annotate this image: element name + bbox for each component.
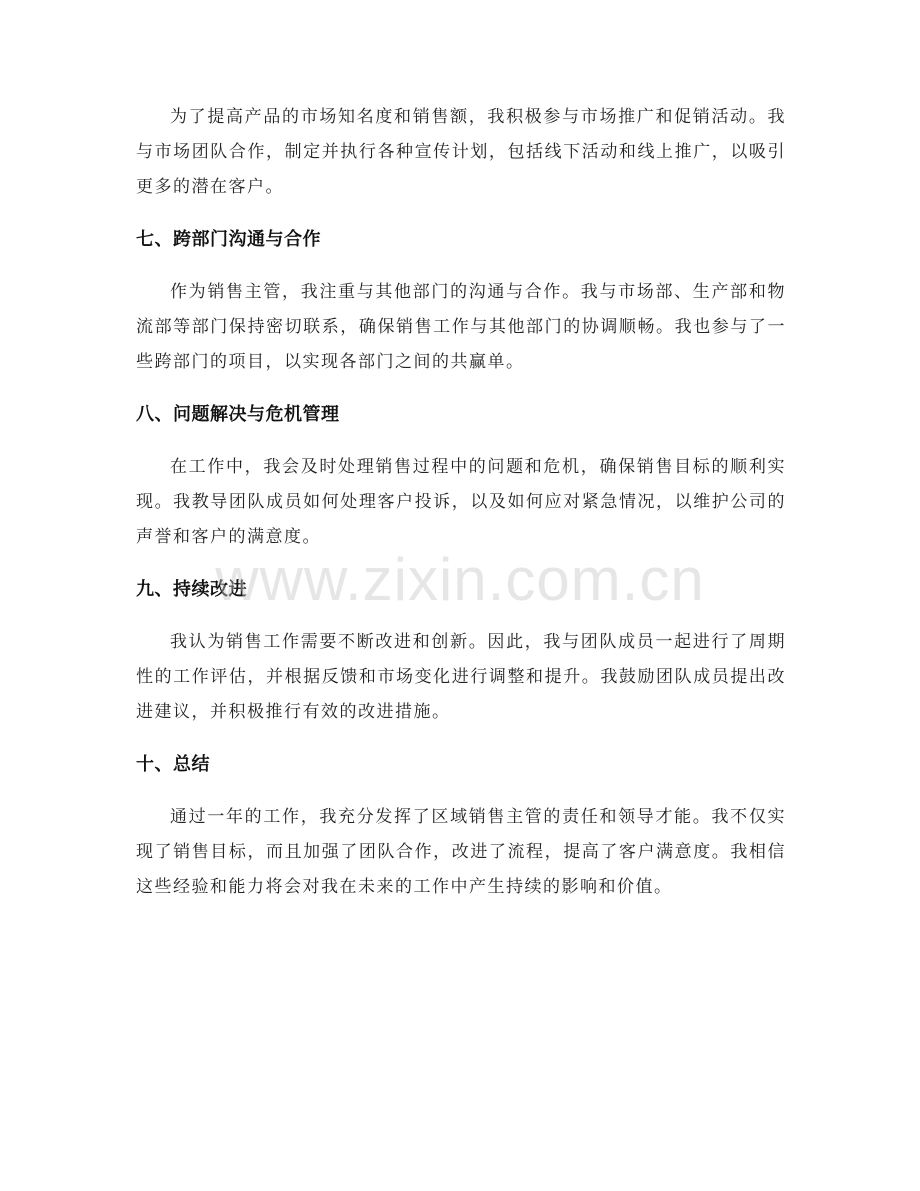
document-body bbox=[136, 100, 786, 905]
section-heading-problem-solving: 八、问题解决与危机管理 bbox=[136, 404, 340, 425]
section-paragraph-cross-department: 作为销售主管，我注重与其他部门的沟通与合作。我与市场部、生产部和物流部等部门保持密切联系，确保销售工作与其他部门的协调顺畅。我也参与了一些跨部门的项目，以实现各部门之间的共赢单。 bbox=[136, 282, 786, 372]
watermark: www.zixin.com.cn bbox=[215, 546, 705, 613]
section-paragraph-continuous-improvement: 我认为销售工作需要不断改进和创新。因此，我与团队成员一起进行了周期性的工作评估，并根据反馈和市场变化进行调整和提升。我鼓励团队成员提出改进建议，并积极推行有效的改进措施。 bbox=[136, 632, 786, 722]
section-paragraph-summary: 通过一年的工作，我充分发挥了区域销售主管的责任和领导才能。我不仅实现了销售目标，而且加强了团队合作，改进了流程，提高了客户满意度。我相信这些经验和能力将会对我在未来的工作中产生持续的影响和价值。 bbox=[136, 807, 786, 897]
section-heading-cross-department: 七、跨部门沟通与合作 bbox=[136, 229, 321, 250]
intro-paragraph: 为了提高产品的市场知名度和销售额，我积极参与市场推广和促销活动。我与市场团队合作，制定并执行各种宣传计划，包括线下活动和线上推广，以吸引更多的潜在客户。 bbox=[136, 107, 786, 197]
section-heading-summary: 十、总结 bbox=[136, 754, 210, 775]
section-heading-continuous-improvement: 九、持续改进 bbox=[136, 579, 247, 600]
section-paragraph-problem-solving: 在工作中，我会及时处理销售过程中的问题和危机，确保销售目标的顺利实现。我教导团队成员如何处理客户投诉，以及如何应对紧急情况，以维护公司的声誉和客户的满意度。 bbox=[136, 457, 786, 547]
